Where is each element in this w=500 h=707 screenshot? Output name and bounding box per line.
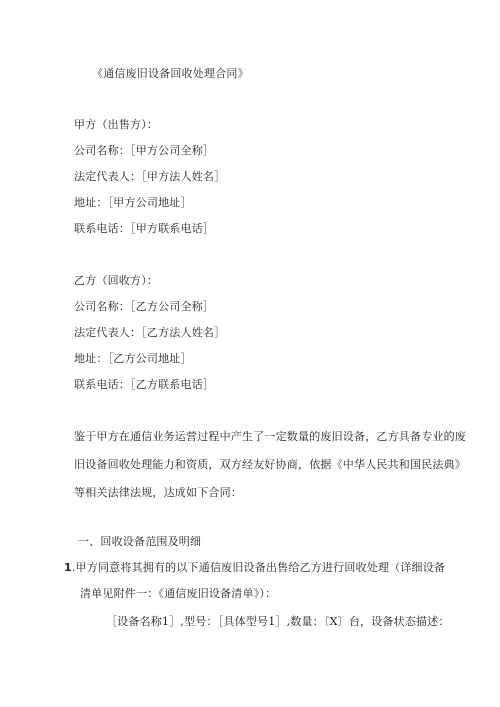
party-a-company: 公司名称：［甲方公司全称］	[74, 144, 215, 157]
clause-text: .甲方同意将其拥有的以下通信废旧设备出售给乙方进行回收处理（详细设备	[71, 561, 446, 574]
party-b-legal-rep: 法定代表人：［乙方法人姓名］	[74, 326, 226, 339]
clause-item-1	[64, 561, 445, 575]
contract-title: 《通信废旧设备回收处理合同》	[92, 67, 249, 80]
preamble-line: 旧设备回收处理能力和资质，双方经友好协商，依据《中华人民共和国民法典》	[74, 458, 466, 471]
party-b-company: 公司名称：［乙方公司全称］	[74, 300, 215, 313]
equipment-entry: ［设备名称1］,型号：［具体型号1］,数量：〔X〕台，设备状态描述：	[106, 615, 450, 628]
party-a-legal-rep: 法定代表人：［甲方法人姓名］	[74, 170, 226, 183]
party-a-address: 地址：［甲方公司地址］	[74, 196, 192, 209]
preamble-line: 等相关法律法规，达成如下合同：	[74, 486, 242, 499]
party-b-phone: 联系电话：［乙方联系电话］	[74, 378, 215, 391]
section-heading: 一、回收设备范围及明细	[78, 535, 202, 548]
clause-number: 1	[64, 561, 72, 574]
party-a-phone: 联系电话：［甲方联系电话］	[74, 222, 215, 235]
party-b-address: 地址：［乙方公司地址］	[74, 352, 192, 365]
party-b-heading: 乙方（回收方）：	[74, 274, 159, 287]
party-a-heading: 甲方（出售方）：	[74, 118, 159, 131]
clause-text-continued: 清单见附件一：《通信废旧设备清单》）：	[80, 587, 277, 600]
preamble-line: 鉴于甲方在通信业务运营过程中产生了一定数量的废旧设备，乙方具备专业的废	[74, 430, 466, 443]
